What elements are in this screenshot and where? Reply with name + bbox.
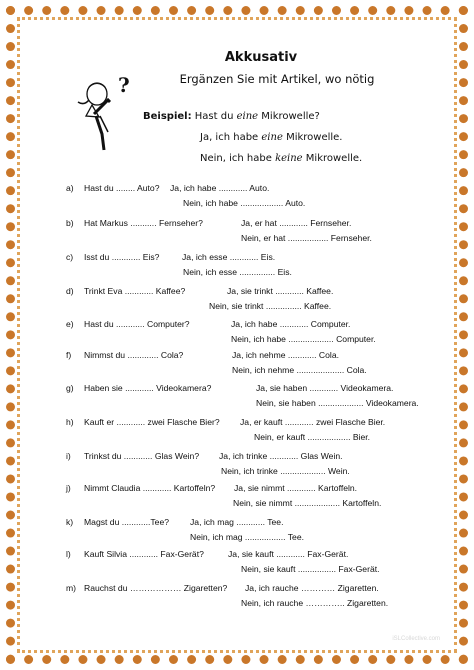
exercise-answer-no: Nein, sie nimmt ................... Kartoffeln. — [233, 498, 382, 508]
example-label: Beispiel: — [143, 111, 192, 122]
exercise-question: Rauchst du ……………… Zigaretten? — [84, 583, 228, 593]
exercise-answer-yes: Ja, ich nehme ............ Cola. — [232, 350, 339, 360]
exercise-answer-yes: Ja, ich esse ............ Eis. — [182, 252, 276, 262]
exercise-answer-no: Nein, ich trinke ................... Wein. — [221, 466, 350, 476]
exercise-answer-no: Nein, er hat ................. Fernseher. — [241, 233, 372, 243]
exercise-answer-no: Nein, er kauft .................. Bier. — [254, 432, 371, 442]
exercise-letter: a) — [66, 183, 74, 193]
example-text: Hast du — [194, 111, 234, 122]
exercise-answer-no: Nein, ich mag ................. Tee. — [190, 532, 304, 542]
exercise-answer-yes: Ja, er kauft ............ zwei Flasche Bier. — [240, 417, 386, 427]
example-line-3 — [200, 153, 362, 164]
exercise-letter: i) — [66, 451, 71, 461]
exercise-answer-no: Nein, sie trinkt ............... Kaffee. — [209, 301, 332, 311]
exercise-question: Kauft Silvia ............ Fax-Gerät? — [84, 549, 204, 559]
exercise-answer-yes: Ja, sie nimmt ............ Kartoffeln. — [234, 483, 358, 493]
example-text: Ja, ich habe — [200, 132, 259, 143]
exercise-answer-no: Nein, ich habe .................. Auto. — [183, 198, 306, 208]
exercise-answer-no: Nein, sie kauft ................ Fax-Gerät. — [241, 564, 380, 574]
exercise-question: Hat Markus ........... Fernseher? — [84, 218, 203, 228]
page-subtitle: Ergänzen Sie mit Artikel, wo nötig — [179, 72, 375, 86]
exercise-answer-no: Nein, sie haben ................... Videokamera. — [256, 398, 419, 408]
exercise-answer-no: Nein, ich esse ............... Eis. — [183, 267, 292, 277]
exercise-answer-yes: Ja, sie trinkt ............ Kaffee. — [227, 286, 334, 296]
exercise-letter: j) — [66, 483, 71, 493]
exercise-answer-yes: Ja, sie kauft ............ Fax-Gerät. — [228, 549, 349, 559]
exercise-letter: g) — [66, 383, 74, 393]
exercise-letter: f) — [66, 350, 72, 360]
exercise-question: Trinkt Eva ............ Kaffee? — [84, 286, 186, 296]
example-text: Nein, ich habe — [200, 153, 272, 164]
exercise-question: Nimmst du ............. Cola? — [84, 350, 184, 360]
exercise-letter: k) — [66, 517, 74, 527]
exercise-answer-yes: Ja, ich rauche ………… Zigaretten. — [245, 583, 379, 593]
exercise-question: Trinkst du ............ Glas Wein? — [84, 451, 200, 461]
exercise-answer-yes: Ja, ich habe ............ Computer. — [231, 319, 351, 329]
example-article: keine — [275, 153, 303, 164]
exercise-letter: h) — [66, 417, 74, 427]
exercise-answer-yes: Ja, ich mag ............ Tee. — [190, 517, 284, 527]
example-text: Mikrowelle? — [261, 111, 320, 122]
exercise-answer-no: Nein, ich habe ................... Computer. — [231, 334, 376, 344]
exercise-question: Isst du ............ Eis? — [84, 252, 160, 262]
exercise-question: Nimmt Claudia ............ Kartoffeln? — [84, 483, 216, 493]
example-article: eine — [236, 111, 259, 122]
exercise-letter: b) — [66, 218, 74, 228]
thinking-person-illustration — [72, 72, 132, 152]
page-title: Akkusativ — [224, 50, 298, 65]
exercise-question: Hast du ........ Auto? — [84, 183, 160, 193]
exercise-answer-no: Nein, ich rauche ………….. Zigaretten. — [241, 598, 389, 608]
example-line-2 — [200, 132, 343, 143]
exercise-letter: c) — [66, 252, 74, 262]
exercise-letter: m) — [66, 583, 77, 593]
exercise-answer-yes: Ja, er hat ............ Fernseher. — [241, 218, 352, 228]
exercise-answer-yes: Ja, ich habe ............ Auto. — [170, 183, 270, 193]
example-article: eine — [261, 132, 283, 143]
exercise-answer-no: Nein, ich nehme .................... Cola. — [232, 365, 367, 375]
svg-text:?: ? — [118, 73, 130, 97]
example-text: Mikrowelle. — [286, 132, 343, 143]
exercise-letter: e) — [66, 319, 74, 329]
exercise-answer-yes: Ja, ich trinke ............ Glas Wein. — [219, 451, 343, 461]
exercise-question: Kauft er ............ zwei Flasche Bier? — [84, 417, 220, 427]
exercise-letter: d) — [66, 286, 74, 296]
exercise-question: Magst du ............Tee? — [84, 517, 170, 527]
exercise-letter: l) — [66, 549, 71, 559]
exercise-answer-yes: Ja, sie haben ............ Videokamera. — [256, 383, 394, 393]
example-text: Mikrowelle. — [305, 153, 363, 164]
example-line-1 — [143, 111, 320, 122]
exercise-question: Hast du ............ Computer? — [84, 319, 190, 329]
exercise-question: Haben sie ............ Videokamera? — [84, 383, 212, 393]
watermark: iSLCollective.com — [392, 636, 440, 642]
